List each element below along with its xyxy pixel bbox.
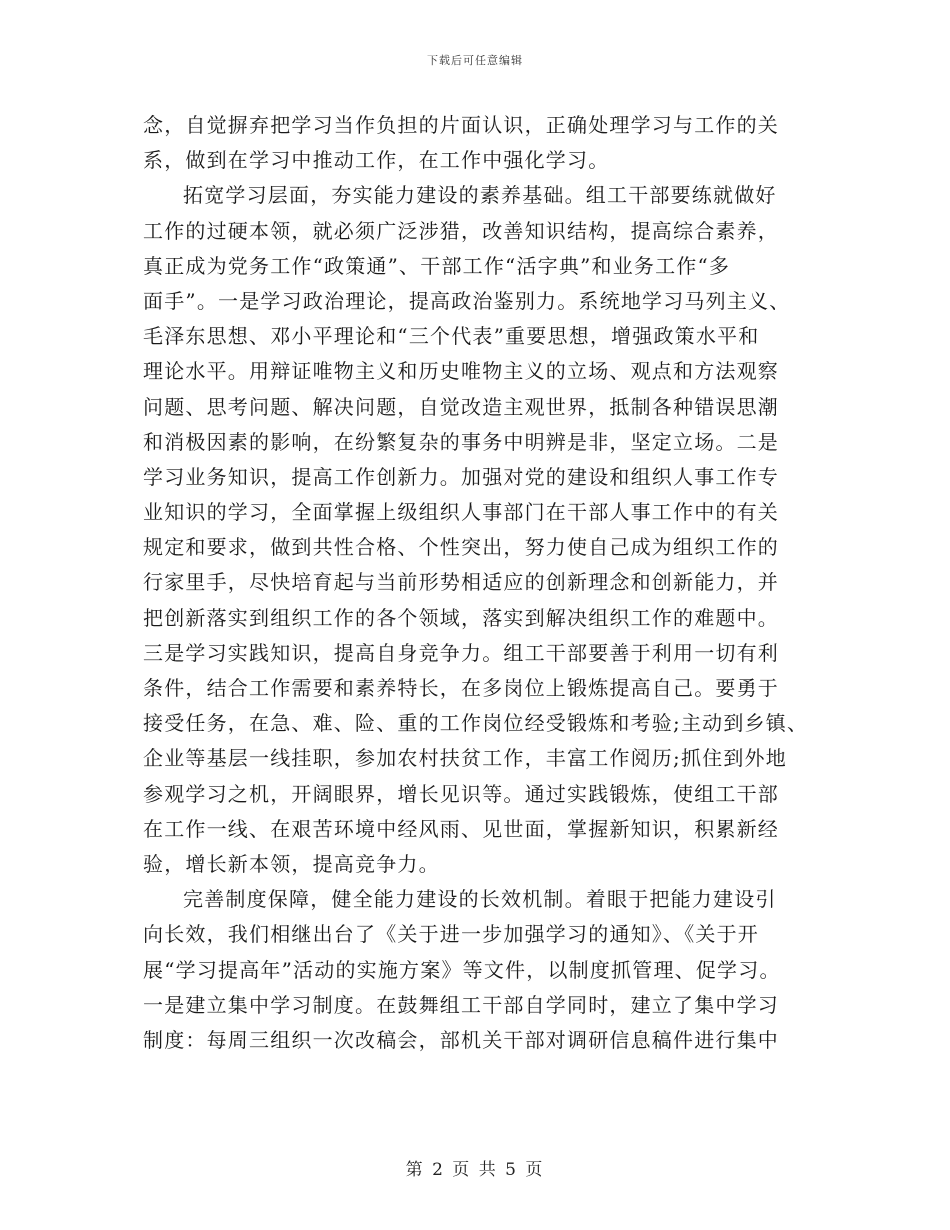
text-line: 条件，结合工作需要和素养特长，在多岗位上锻炼提高自己。要勇于 bbox=[143, 676, 779, 700]
text-line: 真正成为党务工作“政策通”、干部工作“活字典”和业务工作“多 bbox=[143, 253, 731, 278]
text-line: 业知识的学习，全面掌握上级组织人事部门在干部人事工作中的有关 bbox=[143, 500, 779, 525]
text-line: 工作的过硬本领，就必须广泛涉猎，改善知识结构，提高综合素养， bbox=[143, 218, 779, 243]
page-header: 下载后可任意编辑 bbox=[427, 54, 523, 67]
text-line: 在工作一线、在艰苦环境中经风雨、见世面，掌握新知识，积累新经 bbox=[143, 816, 779, 841]
text-line: 验，增长新本领，提高竞争力。 bbox=[143, 851, 440, 876]
text-line: 参观学习之机，开阔眼界，增长见识等。通过实践锻炼，使组工干部 bbox=[143, 781, 779, 806]
text-line: 接受任务，在急、难、险、重的工作岗位经受锻炼和考验;主动到乡镇、 bbox=[143, 711, 809, 736]
text-line: 毛泽东思想、邓小平理论和“三个代表”重要思想，增强政策水平和 bbox=[143, 324, 760, 349]
text-line: 完善制度保障，健全能力建设的长效机制。着眼于把能力建设引 bbox=[183, 887, 777, 912]
text-line: 问题、思考问题、解决问题，自觉改造主观世界，抵制各种错误思潮 bbox=[143, 394, 779, 419]
text-line: 理论水平。用辩证唯物主义和历史唯物主义的立场、观点和方法观察 bbox=[143, 359, 779, 384]
document-body bbox=[143, 108, 815, 1058]
text-line: 企业等基层一线挂职，参加农村扶贫工作，丰富工作阅历;抓住到外地 bbox=[143, 746, 787, 771]
page-footer: 第 2 页 共 5 页 bbox=[405, 1160, 545, 1180]
text-line: 一是建立集中学习制度。在鼓舞组工干部自学同时，建立了集中学习 bbox=[143, 992, 779, 1017]
text-line: 学习业务知识，提高工作创新力。加强对党的建设和组织人事工作专 bbox=[143, 464, 779, 489]
text-line: 和消极因素的影响，在纷繁复杂的事务中明辨是非，坚定立场。二是 bbox=[143, 429, 779, 454]
text-line: 把创新落实到组织工作的各个领域，落实到解决组织工作的难题中。 bbox=[143, 605, 779, 630]
text-line: 规定和要求，做到共性合格、个性突出，努力使自己成为组织工作的 bbox=[143, 535, 779, 560]
text-line: 行家里手，尽快培育起与当前形势相适应的创新理念和创新能力，并 bbox=[143, 570, 779, 595]
text-line: 向长效，我们相继出台了《关于进一步加强学习的通知》、《关于开 bbox=[143, 922, 759, 947]
text-line: 拓宽学习层面，夯实能力建设的素养基础。组工干部要练就做好 bbox=[183, 183, 777, 208]
text-line: 系，做到在学习中推动工作，在工作中强化学习。 bbox=[143, 148, 610, 173]
text-line: 面手”。一是学习政治理论，提高政治鉴别力。系统地学习马列主义、 bbox=[143, 288, 791, 313]
text-line: 展“学习提高年”活动的实施方案》等文件，以制度抓管理、促学习。 bbox=[143, 957, 781, 982]
text-line: 三是学习实践知识，提高自身竞争力。组工干部要善于利用一切有利 bbox=[143, 640, 779, 665]
text-line: 念，自觉摒弃把学习当作负担的片面认识，正确处理学习与工作的关 bbox=[143, 113, 779, 137]
text-line: 制度：每周三组织一次改稿会，部机关干部对调研信息稿件进行集中 bbox=[143, 1027, 779, 1052]
